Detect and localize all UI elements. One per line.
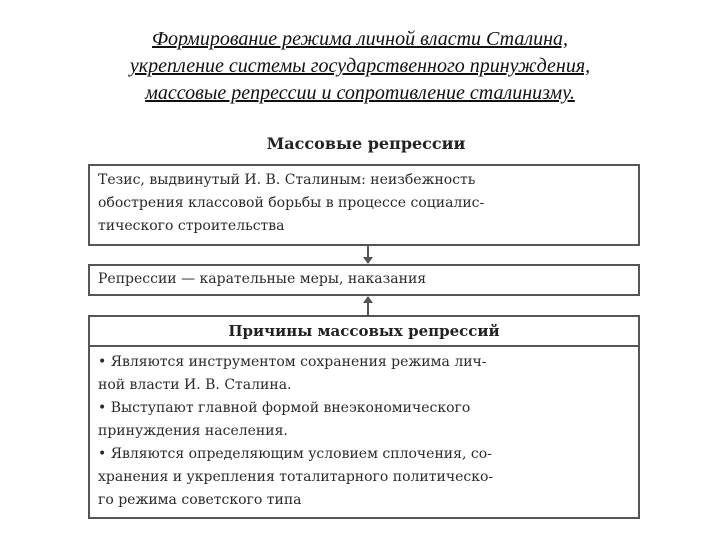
diagram-heading: Массовые репрессии (266, 134, 466, 153)
arrow-down-icon (363, 257, 373, 264)
connector-causes-to-repressions (367, 303, 369, 315)
cause-line: • Являются инструментом сохранения режима лич- (98, 354, 487, 370)
slide-title-line: Формирование режима личной власти Сталина, (151, 28, 569, 50)
cause-line: ной власти И. В. Сталина. (98, 377, 292, 393)
repressions-definition: Репрессии — карательные меры, наказания (98, 271, 427, 287)
thesis-line: обострения классовой борьбы в процессе социалис- (98, 195, 485, 211)
cause-line: принуждения населения. (98, 423, 288, 439)
thesis-line: Тезис, выдвинутый И. В. Сталиным: неизбежность (98, 172, 476, 188)
arrow-up-icon (363, 296, 373, 303)
thesis-line: тического строительства (98, 218, 285, 234)
causes-box (88, 315, 640, 519)
connector-thesis-to-repressions (367, 246, 369, 257)
causes-list (90, 347, 638, 516)
cause-line: • Выступают главной формой внеэкономического (98, 400, 471, 416)
slide-title-line: укрепление системы государственного принуждения, (129, 55, 591, 77)
cause-line: • Являются определяющим условием сплочения, со- (98, 446, 492, 462)
cause-line: го режима советского типа (98, 492, 302, 508)
thesis-box (88, 164, 640, 246)
repressions-box (88, 264, 640, 296)
slide-title-line: массовые репрессии и сопротивление сталинизму. (145, 82, 575, 104)
slide-title (20, 26, 700, 107)
causes-header: Причины массовых репрессий (90, 317, 638, 347)
repressions-diagram (86, 130, 646, 530)
cause-line: хранения и укрепления тоталитарного политическо- (98, 469, 494, 485)
